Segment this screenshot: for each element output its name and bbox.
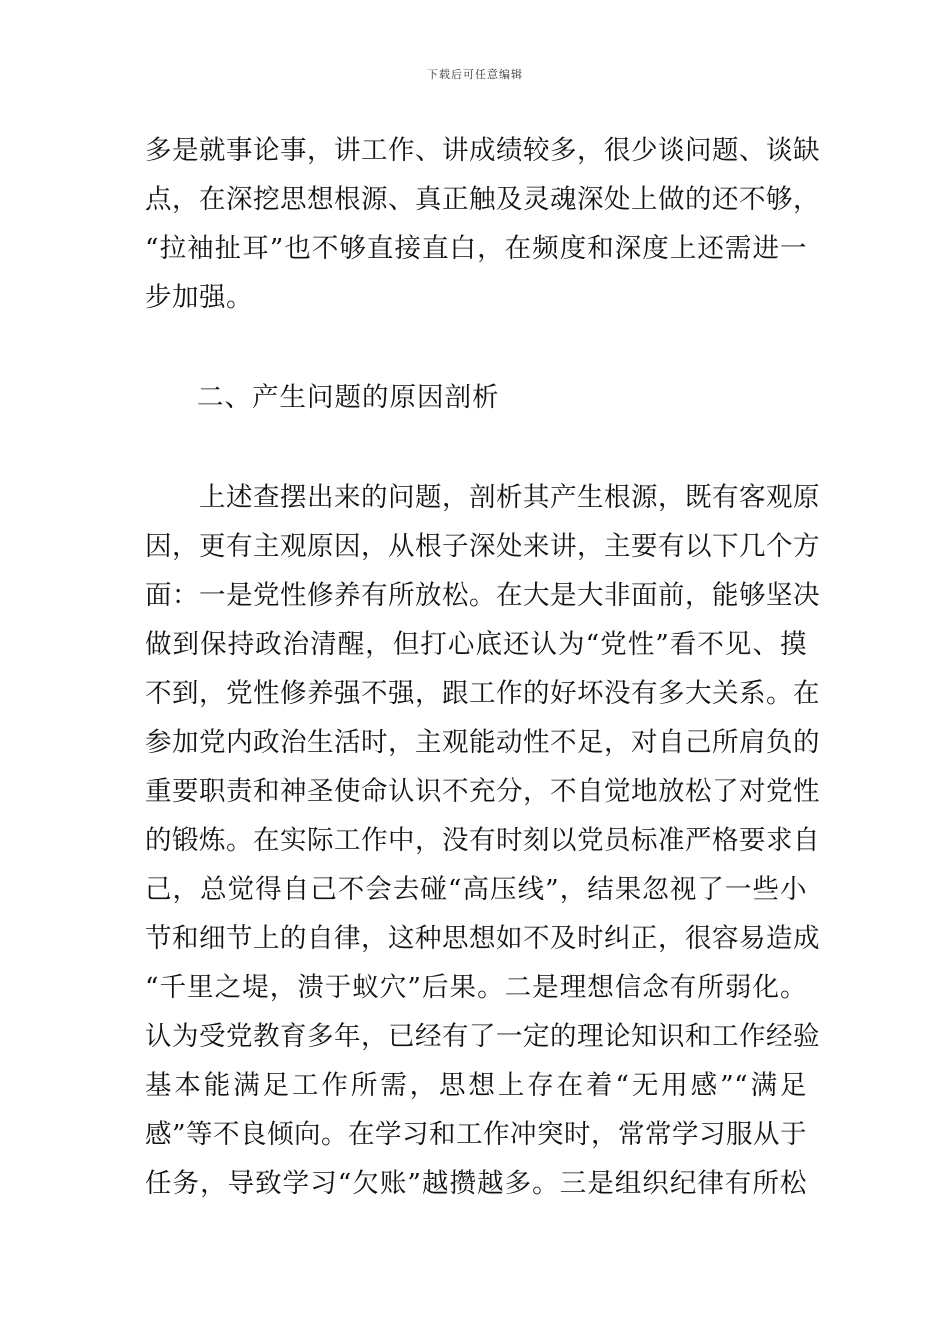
paragraph-line: 己，总觉得自己不会去碰“高压线”，结果忽视了一些小	[145, 874, 807, 905]
paragraph-line: 不到，党性修养强不强，跟工作的好坏没有多大关系。在	[145, 678, 820, 709]
paragraph-line: 因，更有主观原因，从根子深处来讲，主要有以下几个方	[145, 531, 820, 562]
paragraph-line: 节和细节上的自律，这种思想如不及时纠正，很容易造成	[145, 923, 820, 954]
paragraph-line: 点，在深挖思想根源、真正触及灵魂深处上做的还不够，	[145, 184, 820, 215]
paragraph-line: “拉袖扯耳”也不够直接直白，在频度和深度上还需进一	[145, 233, 807, 264]
paragraph-line: 上述查摆出来的问题，剖析其产生根源，既有客观原	[145, 482, 820, 513]
paragraph-line: 做到保持政治清醒，但打心底还认为“党性”看不见、摸	[145, 629, 807, 660]
paragraph-line: 重要职责和神圣使命认识不充分，不自觉地放松了对党性	[145, 776, 820, 807]
section-heading: 二、产生问题的原因剖析	[197, 382, 500, 413]
paragraph-line: 步加强。	[145, 282, 253, 313]
paragraph-line: 面：一是党性修养有所放松。在大是大非面前，能够坚决	[145, 580, 820, 611]
paragraph-line: 任务，导致学习“欠账”越攒越多。三是组织纪律有所松	[145, 1168, 807, 1199]
paragraph-line: 多是就事论事，讲工作、讲成绩较多，很少谈问题、谈缺	[145, 135, 820, 166]
paragraph-line: 感”等不良倾向。在学习和工作冲突时，常常学习服从于	[145, 1119, 808, 1150]
paragraph-line: 认为受党教育多年，已经有了一定的理论知识和工作经验	[145, 1021, 820, 1052]
page-header: 下载后可任意编辑	[427, 68, 523, 81]
paragraph-line: “千里之堤，溃于蚁穴”后果。二是理想信念有所弱化。	[145, 972, 807, 1003]
paragraph-line: 参加党内政治生活时，主观能动性不足，对自己所肩负的	[145, 727, 820, 758]
paragraph-line: 基本能满足工作所需，思想上存在着“无用感”“满足	[145, 1070, 807, 1101]
paragraph-line: 的锻炼。在实际工作中，没有时刻以党员标准严格要求自	[145, 825, 820, 856]
